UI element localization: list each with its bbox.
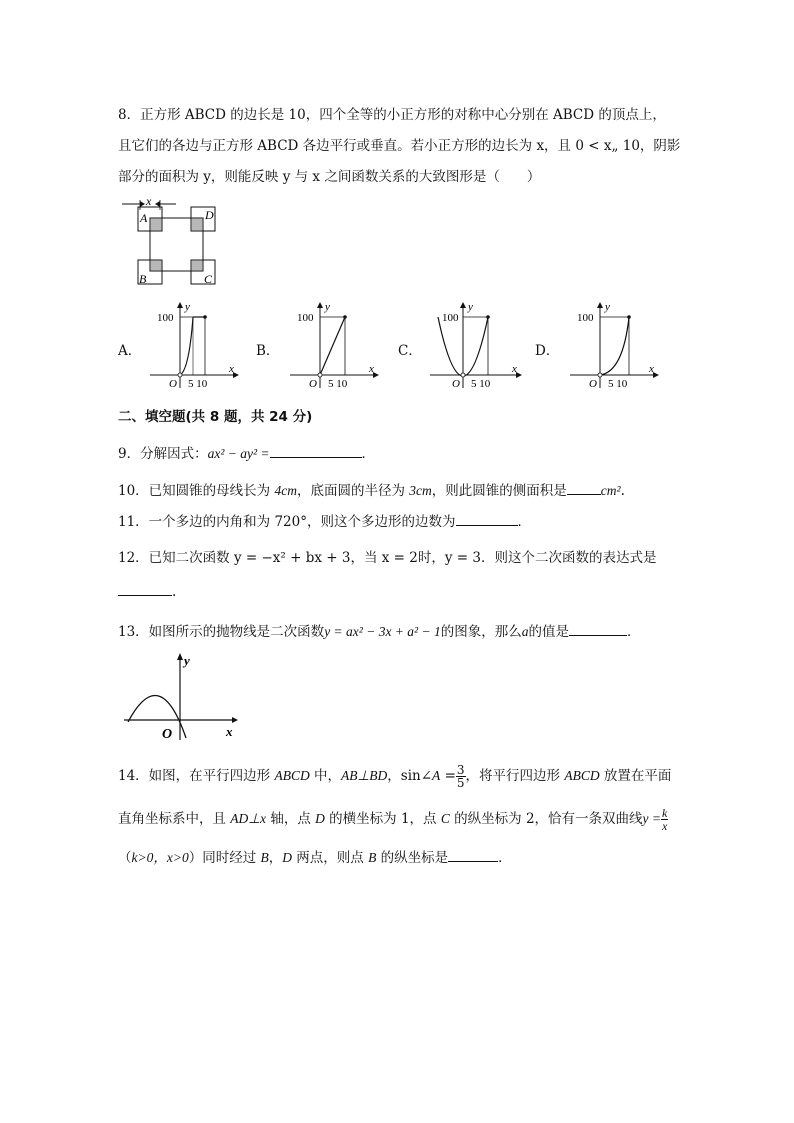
q8-line-1: 8．正方形 ABCD 的边长是 10，四个全等的小正方形的对称中心分别在 ABCD 的顶点上，	[118, 107, 666, 123]
q12-answer-blank[interactable]	[118, 583, 172, 596]
q14-text-3d: 两点，则点	[292, 850, 369, 866]
label-B: B	[139, 272, 147, 286]
option-a-graph	[145, 300, 240, 390]
option-a-curve	[180, 317, 193, 375]
q13-text-1: 13．如图所示的抛物线是二次函数	[118, 624, 325, 640]
q14-d: D	[315, 811, 325, 826]
q10-text-3: ，则此圆锥的侧面积是	[431, 483, 567, 499]
q14-text-1a: 14．如图，在平行四边形	[118, 768, 275, 784]
q14-ad: AD⊥x	[230, 811, 267, 826]
option-c-xlabel: x	[512, 363, 517, 375]
q12-end: .	[172, 584, 177, 600]
option-a-ylabel: y	[185, 301, 190, 313]
option-c-graph	[428, 300, 523, 390]
q14-text-3e: 的纵坐标是	[376, 850, 449, 866]
shade-a	[150, 218, 162, 231]
q13-end: ．	[626, 624, 641, 640]
q8-line-2: 且它们的各边与正方形 ABCD 各边平行或垂直。若小正方形的边长为 x，且 0 < x„ 10，阴影	[118, 138, 681, 154]
q14-text-3b: ）同时经过	[188, 850, 261, 866]
q14-line-1	[118, 764, 671, 789]
shade-c	[191, 260, 203, 271]
q14-line-2	[118, 807, 668, 832]
q13-ylabel: y	[184, 653, 190, 668]
q14-abcd: ABCD	[274, 768, 310, 783]
section-title: 二、填空题(共 8 题，共 24 分)	[118, 409, 313, 425]
option-a-xticks: 5 10	[188, 378, 208, 390]
q11-end: ．	[517, 514, 531, 530]
q9-suffix: ．	[361, 446, 376, 462]
fig-x-label: x	[146, 196, 152, 208]
label-A: A	[140, 211, 148, 225]
option-b-ylabel: y	[325, 301, 330, 313]
label-C: C	[204, 272, 213, 286]
q13-parabola	[128, 696, 186, 738]
option-d-xticks: 5 10	[608, 378, 628, 390]
q13-origin: O	[162, 727, 173, 742]
option-d-curve	[600, 317, 629, 375]
shade-d	[191, 218, 203, 231]
q14-frac-den: 5	[456, 776, 465, 790]
q10-radius: 3cm	[409, 483, 432, 498]
option-d-graph	[565, 300, 660, 390]
q14-frac-num: 3	[456, 763, 465, 777]
option-c-xticks: 5 10	[471, 378, 491, 390]
option-d-ylabel: y	[605, 301, 610, 313]
q14-b-2: B	[368, 850, 377, 865]
option-b-xlabel: x	[369, 363, 374, 375]
q13-xlabel: x	[226, 724, 233, 739]
q10-slant-length: 4cm	[274, 483, 297, 498]
q11-answer-blank[interactable]	[456, 513, 518, 526]
q14-text-1d: =	[440, 768, 456, 784]
q14-cond: k>0，x>0	[131, 850, 189, 865]
option-a-origin: O	[169, 378, 177, 390]
q14-d-2: D	[282, 850, 293, 865]
option-a-ytick: 100	[157, 312, 174, 324]
option-a-xlabel: x	[229, 363, 234, 375]
q13-text-3: 的值是	[528, 624, 569, 640]
option-b-origin: O	[309, 378, 317, 390]
shade-b	[150, 260, 162, 271]
q14-text-1e: ，将平行四边形	[465, 768, 565, 784]
option-d-letter: D．	[535, 343, 560, 359]
q9-prefix: 9．分解因式：	[118, 446, 208, 462]
q13	[118, 620, 640, 640]
q14-y-eq: y =	[642, 811, 662, 826]
q14-text-2c: 的横坐标为 1，点	[324, 811, 441, 827]
option-b-ytick: 100	[297, 312, 314, 324]
q12: 12．已知二次函数 y = −x² + bx + 3，当 x = 2时，y = 3．则这个二次函数的表达式是	[118, 550, 657, 566]
q9	[118, 442, 375, 462]
q13-text-2: 的图象，那么	[440, 624, 522, 640]
q14-k-over-x	[661, 807, 668, 832]
q13-parabola-graph	[120, 650, 245, 742]
q14-c: C	[440, 811, 450, 826]
q10-unit: cm²	[600, 483, 621, 498]
q8-line-3: 部分的面积为 y，则能反映 y 与 x 之间函数关系的大致图形是（ ）	[118, 169, 541, 185]
option-d-ytick: 100	[577, 312, 594, 324]
q12-answer-line	[118, 583, 176, 600]
q10-text-1: 10．已知圆锥的母线长为	[118, 483, 275, 499]
q14-text-2a: 直角坐标系中，且	[118, 811, 231, 827]
q11	[118, 510, 531, 530]
q10-answer-blank[interactable]	[567, 482, 601, 495]
option-b-letter: B．	[256, 343, 280, 359]
q14-text-3c: ，	[268, 850, 283, 866]
q14-text-1f: 放置在平面	[599, 768, 672, 784]
option-d-origin: O	[589, 378, 597, 390]
option-c-ytick: 100	[442, 312, 459, 324]
q11-text: 11．一个多边的内角和为 720°，则这个多边形的边数为	[118, 514, 456, 530]
option-b-line	[320, 317, 345, 375]
label-D: D	[205, 208, 214, 222]
option-c-ylabel: y	[468, 301, 473, 313]
q14-angle: A	[432, 768, 441, 783]
q9-expr: ax² − ay² =	[207, 446, 270, 461]
q14-b: B	[260, 850, 269, 865]
option-c-origin: O	[452, 378, 460, 390]
q14-k: k	[662, 806, 668, 820]
q13-answer-blank[interactable]	[569, 623, 627, 636]
q14-answer-blank[interactable]	[448, 849, 498, 862]
q14-fraction	[456, 764, 466, 789]
q13-expr: y = ax² − 3x + a² − 1	[324, 624, 441, 639]
q14-line-3	[118, 846, 512, 866]
option-c-letter: C．	[398, 343, 422, 359]
q14-text-3a: （	[118, 850, 132, 866]
q14-perp: AB⊥BD	[341, 768, 388, 783]
q14-text-2d: 的纵坐标为 2，恰有一条双曲线	[449, 811, 643, 827]
option-b-graph	[285, 300, 380, 390]
q14-abcd-2: ABCD	[564, 768, 600, 783]
option-b-xticks: 5 10	[328, 378, 348, 390]
q14-text-1b: 中，	[309, 768, 342, 784]
option-a-letter: A．	[118, 343, 142, 359]
option-d-xlabel: x	[649, 363, 654, 375]
q14-end: ．	[498, 850, 512, 866]
q14-text-1c: ，sin∠	[387, 768, 433, 784]
q8-squares-figure	[118, 196, 223, 291]
q14-x: x	[662, 819, 668, 833]
q10-text-2: ，底面圆的半径为	[296, 483, 410, 499]
q14-text-2b: 轴，点	[266, 811, 316, 827]
q9-answer-blank[interactable]	[270, 445, 362, 458]
q10	[118, 479, 625, 499]
q13-var: a	[521, 624, 529, 639]
q10-end: .	[620, 483, 625, 499]
